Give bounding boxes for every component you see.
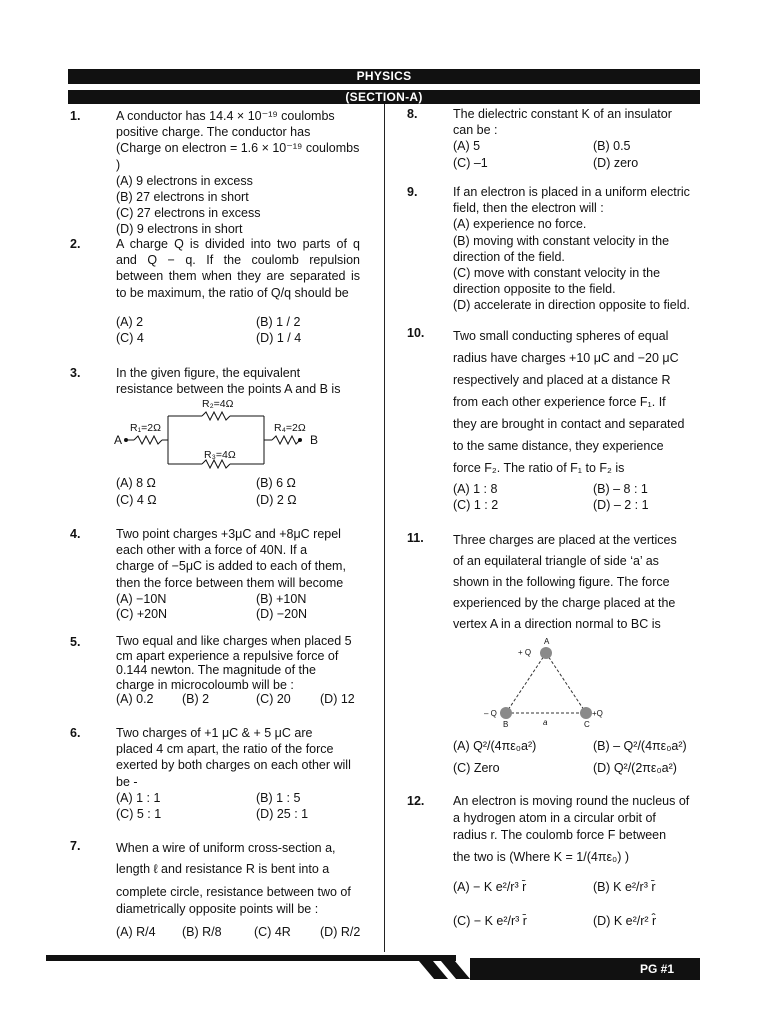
circuit-figure: [110, 394, 340, 474]
option[interactable]: (C) 4R: [254, 925, 291, 939]
option[interactable]: (A) experience no force.: [453, 217, 587, 232]
option[interactable]: (C) –1: [453, 155, 488, 170]
label-side: a: [543, 718, 548, 727]
question-line: When a wire of uniform cross-section a,: [116, 841, 336, 855]
label-r3: R₃=4Ω: [204, 449, 236, 461]
question-line: charge in microcoloumb will be :: [116, 677, 294, 692]
question-3-options: [116, 475, 366, 509]
option[interactable]: (B) – Q²/(4πε₀a²): [593, 739, 687, 753]
question-number: 6.: [70, 726, 81, 740]
option[interactable]: (A) 1 : 8: [453, 482, 498, 496]
question-line: A conductor has 14.4 × 10⁻¹⁹ coulombs: [116, 109, 335, 123]
option[interactable]: (A) 8 Ω: [116, 476, 156, 490]
option[interactable]: (B) R/8: [182, 925, 222, 939]
question-number: 1.: [70, 109, 81, 123]
question-line: radius r. The coulomb force F between: [453, 828, 667, 842]
question-line: Two equal and like charges when placed 5: [116, 634, 352, 648]
option[interactable]: (B) K e²/r³ r̄: [593, 880, 656, 894]
question-line: An electron is moving round the nucleus of: [453, 794, 690, 808]
question-text: A charge Q is divided into two parts of q and Q − q. If the coulomb repulsion between them when they are separated is to be maximum, the ratio of Q/q should be: [116, 237, 360, 300]
label-r4: R₄=2Ω: [274, 422, 306, 434]
option[interactable]: (B) moving with constant velocity in the: [453, 233, 670, 248]
label-charge-c: +Q: [592, 709, 603, 718]
option[interactable]: (B) 27 electrons in short: [116, 190, 249, 205]
option[interactable]: (D) K e²/r² r̂: [593, 914, 657, 928]
option[interactable]: (B) 1 / 2: [256, 315, 301, 329]
question-line: Two charges of +1 μC & + 5 μC are: [116, 726, 313, 740]
question-line: respectively and placed at a distance R: [453, 373, 671, 387]
question-line: the two is (Where K = 1/(4πε₀) ): [453, 850, 630, 864]
question-number: 8.: [407, 107, 418, 121]
question-line: length ℓ and resistance R is bent into a: [116, 862, 330, 876]
question-line: Three charges are placed at the vertices: [453, 533, 677, 547]
subject-header: PHYSICS: [68, 69, 700, 84]
option[interactable]: (B) 0.5: [593, 139, 631, 154]
question-line: diametrically opposite points will be :: [116, 902, 319, 916]
question-11-options: [453, 735, 703, 779]
option[interactable]: (C) 1 : 2: [453, 498, 499, 512]
question-line: to the same distance, they experience: [453, 439, 664, 453]
question-number: 12.: [407, 794, 425, 808]
question-number: 5.: [70, 635, 81, 649]
section-header: (SECTION-A): [68, 90, 700, 104]
option[interactable]: (D) 12: [320, 692, 355, 706]
question-number: 2.: [70, 237, 81, 251]
option[interactable]: (D) 2 Ω: [256, 493, 297, 507]
label-r2: R₂=4Ω: [202, 398, 234, 410]
option[interactable]: (D) zero: [593, 155, 639, 170]
option[interactable]: (D) R/2: [320, 925, 361, 939]
option[interactable]: (C) move with constant velocity in the: [453, 266, 661, 281]
column-divider: [384, 104, 385, 952]
question-number: 3.: [70, 366, 81, 380]
question-line: force F₂. The ratio of F₁ to F₂ is: [453, 461, 625, 475]
terminal-a-dot: [124, 438, 128, 442]
question-line: cm apart experience a repulsive force of: [116, 648, 339, 663]
question-line: resistance between the points A and B is: [116, 382, 341, 397]
option[interactable]: (C) Zero: [453, 761, 500, 775]
label-charge-b: – Q: [484, 709, 497, 718]
question-line: vertex A in a direction normal to BC is: [453, 617, 661, 631]
option[interactable]: (D) – 2 : 1: [593, 498, 649, 512]
label-vertex-a: A: [544, 637, 550, 646]
question-line: 0.144 newton. The magnitude of the: [116, 663, 316, 677]
label-a: A: [114, 433, 123, 447]
charge-c: [580, 707, 592, 719]
option[interactable]: (C) 5 : 1: [116, 807, 162, 821]
option[interactable]: (C) 27 electrons in excess: [116, 206, 261, 221]
question-number: 7.: [70, 839, 81, 853]
option[interactable]: (D) 1 / 4: [256, 331, 302, 346]
question-line: from each other experience force F₁. If: [453, 395, 666, 409]
option[interactable]: (B) 1 : 5: [256, 790, 301, 805]
option[interactable]: (B) – 8 : 1: [593, 482, 648, 496]
option[interactable]: (D) accelerate in direction opposite to field.: [453, 298, 690, 313]
question-line: direction opposite to the field.: [453, 282, 616, 297]
question-line: shown in the following figure. The force: [453, 575, 670, 589]
label-vertex-c: C: [584, 720, 590, 729]
page-number: PG #1: [640, 962, 675, 976]
question-line: can be :: [453, 123, 498, 138]
question-line: (Charge on electron = 1.6 × 10⁻¹⁹ coulombs ): [116, 141, 360, 172]
question-line: be -: [116, 774, 138, 789]
option[interactable]: (D) 25 : 1: [256, 807, 309, 821]
option[interactable]: (A) −10N: [116, 591, 167, 606]
option[interactable]: (A) R/4: [116, 925, 156, 939]
question-line: If an electron is placed in a uniform electric: [453, 185, 690, 199]
charge-a: [540, 647, 552, 659]
option[interactable]: (C) 20: [256, 692, 291, 706]
question-line: placed 4 cm apart, the ratio of the force: [116, 742, 334, 757]
option[interactable]: (D) 9 electrons in short: [116, 222, 243, 237]
option[interactable]: (B) 2: [182, 692, 210, 706]
label-charge-a: + Q: [518, 648, 532, 657]
option[interactable]: (D) −20N: [256, 606, 308, 621]
question-line: In the given figure, the equivalent: [116, 366, 301, 380]
label-vertex-b: B: [503, 720, 509, 729]
question-line: positive charge. The conductor has: [116, 125, 311, 140]
option[interactable]: (A) 1 : 1: [116, 790, 161, 805]
option[interactable]: (B) +10N: [256, 591, 307, 606]
question-line: a hydrogen atom in a circular orbit of: [453, 811, 656, 825]
question-line: direction of the field.: [453, 249, 565, 264]
question-line: complete circle, resistance between two of: [116, 885, 351, 899]
question-number: 10.: [407, 326, 425, 340]
option[interactable]: (C) − K e²/r³ r̄: [453, 914, 527, 928]
question-line: The dielectric constant K of an insulator: [453, 107, 672, 121]
question-line: then the force between them will become: [116, 575, 344, 590]
question-number: 11.: [407, 531, 424, 545]
question-number: 4.: [70, 527, 81, 541]
option[interactable]: (C) +20N: [116, 606, 168, 621]
triangle-figure: [478, 636, 628, 730]
question-line: they are brought in contact and separated: [453, 417, 685, 431]
question-line: Two small conducting spheres of equal: [453, 329, 669, 343]
option[interactable]: (A) 9 electrons in excess: [116, 173, 253, 188]
option[interactable]: (A) 0.2: [116, 692, 154, 706]
label-b: B: [310, 433, 319, 447]
question-number: 9.: [407, 185, 418, 199]
option[interactable]: (C) 4: [116, 331, 144, 346]
option[interactable]: (A) − K e²/r³ r̄: [453, 880, 527, 894]
footer-rule: [46, 955, 456, 961]
question-line: each other with a force of 40N. If a: [116, 543, 308, 558]
label-r1: R₁=2Ω: [130, 422, 161, 434]
question-line: Two point charges +3μC and +8μC repel: [116, 527, 341, 541]
question-line: radius have charges +10 μC and −20 μC: [453, 351, 679, 365]
question-line: field, then the electron will :: [453, 201, 604, 216]
option[interactable]: (A) Q²/(4πε₀a²): [453, 739, 537, 753]
option[interactable]: (C) 4 Ω: [116, 493, 157, 507]
question-line: exerted by both charges on each other will: [116, 758, 351, 773]
terminal-b-dot: [298, 438, 302, 442]
question-line: of an equilateral triangle of side ‘a’ as: [453, 554, 659, 568]
option[interactable]: (A) 5: [453, 139, 481, 154]
option[interactable]: (B) 6 Ω: [256, 476, 296, 490]
option[interactable]: (A) 2: [116, 315, 144, 329]
option[interactable]: (D) Q²/(2πε₀a²): [593, 761, 677, 775]
question-line: experienced by the charge placed at the: [453, 596, 676, 610]
question-line: charge of −5μC is added to each of them,: [116, 559, 346, 574]
charge-b: [500, 707, 512, 719]
